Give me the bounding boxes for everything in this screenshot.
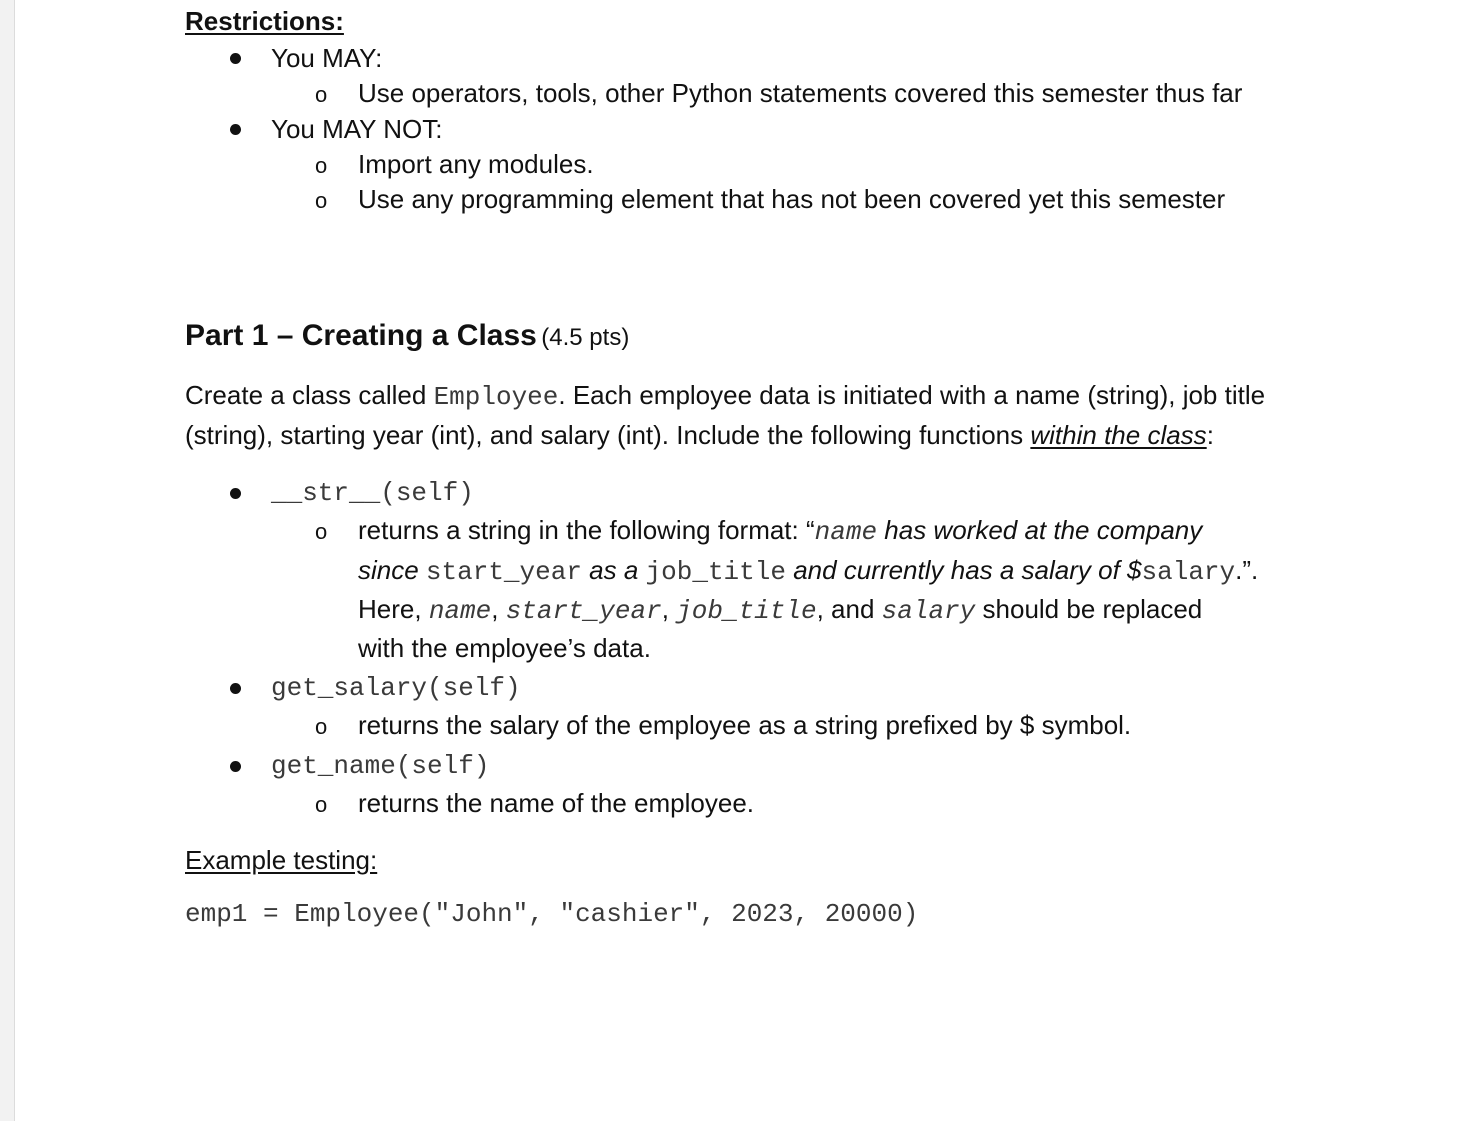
circle-bullet-icon: o: [315, 519, 328, 544]
intro-text: Create a class called: [185, 380, 434, 410]
may-item: Use operators, tools, other Python statements covered this semester thus far: [358, 78, 1243, 108]
document-page: [14, 0, 1460, 1121]
str-desc-line-2: [358, 555, 1258, 587]
may-not-item: Import any modules.: [358, 149, 594, 179]
desc-text: , and: [816, 594, 882, 624]
salary-placeholder: salary: [881, 596, 976, 626]
may-label: You MAY:: [271, 43, 383, 73]
part1-title: Part 1 – Creating a Class: [185, 319, 537, 352]
bullet-icon: [230, 683, 241, 694]
example-code: emp1 = Employee("John", "cashier", 2023, 20000): [185, 899, 919, 929]
str-signature: __str__(self): [271, 478, 474, 508]
desc-text: as a: [581, 555, 646, 585]
str-desc-line-3: [358, 594, 1202, 626]
circle-bullet-icon: o: [315, 714, 328, 739]
get-salary-signature: get_salary(self): [271, 673, 521, 703]
get-name-desc: returns the name of the employee.: [358, 788, 755, 818]
part1-points: (4.5 pts): [541, 324, 630, 351]
desc-text: should be replaced: [975, 594, 1203, 624]
circle-bullet-icon: o: [315, 82, 328, 107]
bullet-icon: [230, 761, 241, 772]
get-name-signature: get_name(self): [271, 751, 490, 781]
desc-text: ,: [661, 594, 677, 624]
salary-placeholder: salary: [1141, 557, 1236, 587]
get-salary-desc: returns the salary of the employee as a string prefixed by $ symbol.: [358, 710, 1132, 740]
class-name-code: Employee: [433, 382, 559, 412]
desc-text: since: [358, 555, 426, 585]
start-year-placeholder: start_year: [425, 557, 582, 587]
job-title-placeholder: job_title: [645, 557, 786, 587]
job-title-placeholder: job_title: [676, 596, 817, 626]
circle-bullet-icon: o: [315, 153, 328, 178]
bullet-icon: [230, 124, 241, 135]
desc-text: returns a string in the following format: “: [358, 515, 815, 545]
part1-heading: [185, 318, 629, 359]
str-desc-line-1: [358, 515, 1202, 547]
desc-text: has worked at the company: [877, 515, 1203, 545]
bullet-icon: [230, 53, 241, 64]
desc-text: Here,: [358, 594, 429, 624]
circle-bullet-icon: o: [315, 792, 328, 817]
bullet-icon: [230, 488, 241, 499]
intro-line-2: [185, 420, 1214, 450]
desc-text: and currently has a salary of $: [785, 555, 1142, 585]
intro-text: (string), starting year (int), and salary (int). Include the following functions: [185, 420, 1031, 450]
intro-line-1: [185, 380, 1265, 412]
start-year-placeholder: start_year: [505, 596, 662, 626]
intro-text: :: [1206, 420, 1214, 450]
may-not-label: You MAY NOT:: [271, 114, 443, 144]
may-not-item: Use any programming element that has not been covered yet this semester: [358, 184, 1226, 214]
desc-text: ,: [491, 594, 506, 624]
restrictions-heading: Restrictions:: [185, 6, 344, 36]
circle-bullet-icon: o: [315, 188, 328, 213]
example-heading: Example testing:: [185, 845, 378, 875]
desc-text: .”.: [1235, 555, 1259, 585]
intro-text: . Each employee data is initiated with a name (string), job title: [558, 380, 1266, 410]
within-class-emphasis: within the class: [1030, 420, 1207, 450]
name-placeholder: name: [428, 596, 492, 626]
name-placeholder: name: [814, 517, 878, 547]
str-desc-line-4: with the employee’s data.: [358, 633, 651, 663]
